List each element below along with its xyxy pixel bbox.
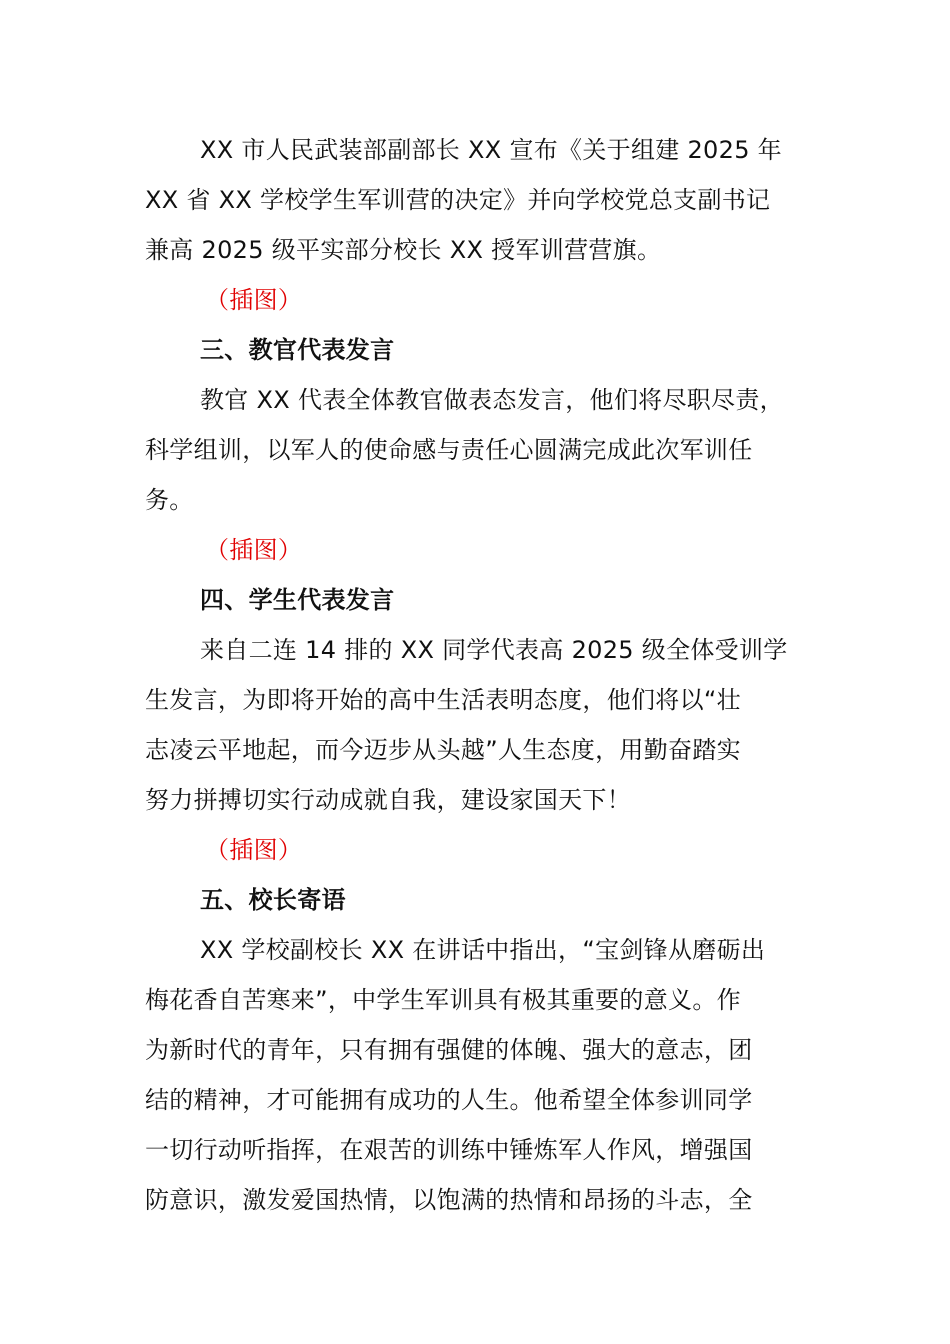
paragraph-line: 志凌云平地起，而今迈步从头越”人生态度，用勤奋踏实 bbox=[145, 736, 741, 764]
paragraph-line: XX 省 XX 学校学生军训营的决定》并向学校党总支副书记 bbox=[145, 186, 771, 214]
paragraph-line: 结的精神，才可能拥有成功的人生。他希望全体参训同学 bbox=[145, 1086, 753, 1114]
paragraph-line: 一切行动听指挥，在艰苦的训练中锤炼军人作风，增强国 bbox=[145, 1136, 753, 1164]
figure-placeholder: （插图） bbox=[205, 286, 303, 314]
paragraph-line: 防意识，激发爱国热情，以饱满的热情和昂扬的斗志，全 bbox=[145, 1186, 753, 1214]
paragraph-line: XX 市人民武装部副部长 XX 宣布《关于组建 2025 年 bbox=[200, 136, 782, 164]
paragraph-line: 梅花香自苦寒来”，中学生军训具有极其重要的意义。作 bbox=[145, 986, 741, 1014]
figure-placeholder: （插图） bbox=[205, 536, 303, 564]
paragraph-line: 为新时代的青年，只有拥有强健的体魄、强大的意志，团 bbox=[145, 1036, 753, 1064]
figure-placeholder: （插图） bbox=[205, 836, 303, 864]
section-heading: 四、学生代表发言 bbox=[200, 586, 395, 614]
paragraph-line: XX 学校副校长 XX 在讲话中指出，“宝剑锋从磨砺出 bbox=[200, 936, 766, 964]
paragraph-line: 兼高 2025 级平实部分校长 XX 授军训营营旗。 bbox=[145, 236, 662, 264]
paragraph-line: 科学组训，以军人的使命感与责任心圆满完成此次军训任 bbox=[145, 436, 753, 464]
section-heading: 五、校长寄语 bbox=[200, 886, 346, 914]
paragraph-line: 来自二连 14 排的 XX 同学代表高 2025 级全体受训学 bbox=[200, 636, 788, 664]
paragraph-line: 教官 XX 代表全体教官做表态发言，他们将尽职尽责， bbox=[200, 386, 784, 414]
paragraph-line: 努力拼搏切实行动成就自我，建设家国天下！ bbox=[145, 786, 631, 814]
paragraph-line: 生发言，为即将开始的高中生活表明态度，他们将以“壮 bbox=[145, 686, 741, 714]
section-heading: 三、教官代表发言 bbox=[200, 336, 395, 364]
paragraph-line: 务。 bbox=[145, 486, 194, 514]
